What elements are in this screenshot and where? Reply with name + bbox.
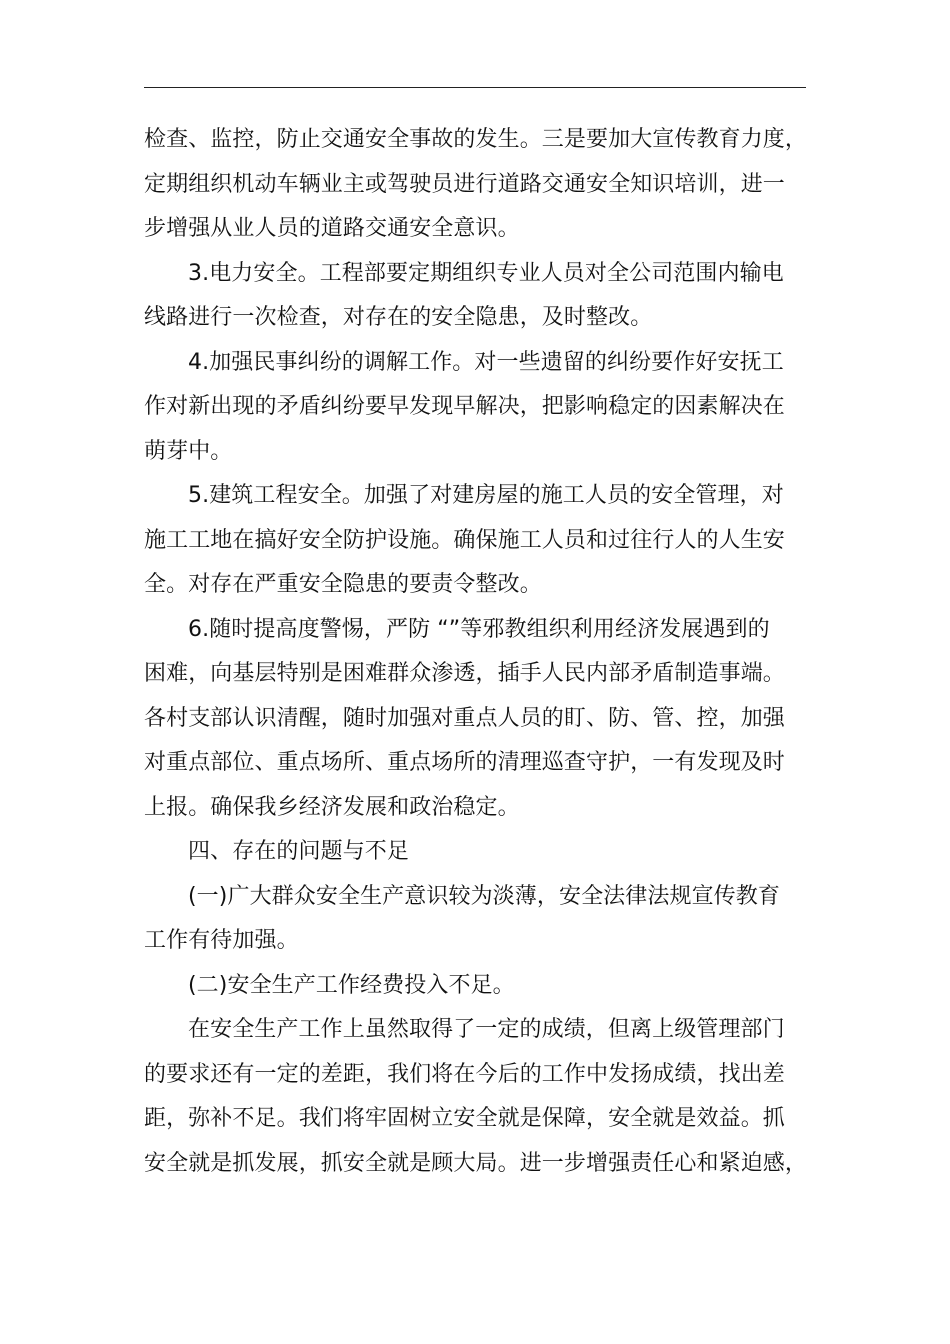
text-line: 困难，向基层特别是困难群众渗透，插手人民内部矛盾制造事端。 <box>144 661 785 686</box>
text-line: 的要求还有一定的差距，我们将在今后的工作中发扬成绩，找出差 <box>144 1061 785 1087</box>
text-line: 各村支部认识清醒，随时加强对重点人员的盯、防、管、控，加强 <box>144 705 785 731</box>
text-line: (二)安全生产工作经费投入不足。 <box>188 972 515 998</box>
text-line: 距，弥补不足。我们将牢固树立安全就是保障，安全就是效益。抓 <box>144 1106 785 1131</box>
text-line: 3.电力安全。工程部要定期组织专业人员对全公司范围内输电 <box>188 260 784 286</box>
section-heading: 四、存在的问题与不足 <box>188 839 410 864</box>
body-text <box>144 118 806 1186</box>
text-line: 在安全生产工作上虽然取得了一定的成绩，但离上级管理部门 <box>188 1017 785 1042</box>
header-rule <box>144 87 806 88</box>
text-line: 定期组织机动车辆业主或驾驶员进行道路交通安全知识培训，进一 <box>144 171 785 197</box>
text-line: 检查、监控，防止交通安全事故的发生。三是要加大宣传教育力度， <box>144 127 808 152</box>
text-line: 线路进行一次检查，对存在的安全隐患，及时整改。 <box>144 305 653 330</box>
text-line: 萌芽中。 <box>144 438 233 464</box>
text-line: 4.加强民事纠纷的调解工作。对一些遗留的纠纷要作好安抚工 <box>188 349 784 375</box>
text-line: 5.建筑工程安全。加强了对建房屋的施工人员的安全管理，对 <box>188 483 784 508</box>
text-line: (一)广大群众安全生产意识较为淡薄，安全法律法规宣传教育 <box>188 883 780 909</box>
text-line: 上报。确保我乡经济发展和政治稳定。 <box>144 794 520 820</box>
text-line: 施工工地在搞好安全防护设施。确保施工人员和过往行人的人生安 <box>144 527 785 553</box>
text-line: 对重点部位、重点场所、重点场所的清理巡查守护，一有发现及时 <box>144 750 785 775</box>
text-line: 安全就是抓发展，抓安全就是顾大局。进一步增强责任心和紧迫感， <box>144 1150 808 1176</box>
text-line: 工作有待加强。 <box>144 928 299 953</box>
text-line: 作对新出现的矛盾纠纷要早发现早解决，把影响稳定的因素解决在 <box>144 394 785 419</box>
text-line: 全。对存在严重安全隐患的要责令整改。 <box>144 572 542 597</box>
text-line: 6.随时提高度警惕，严防 “”等邪教组织利用经济发展遇到的 <box>188 616 770 642</box>
text-line: 步增强从业人员的道路交通安全意识。 <box>144 216 520 241</box>
